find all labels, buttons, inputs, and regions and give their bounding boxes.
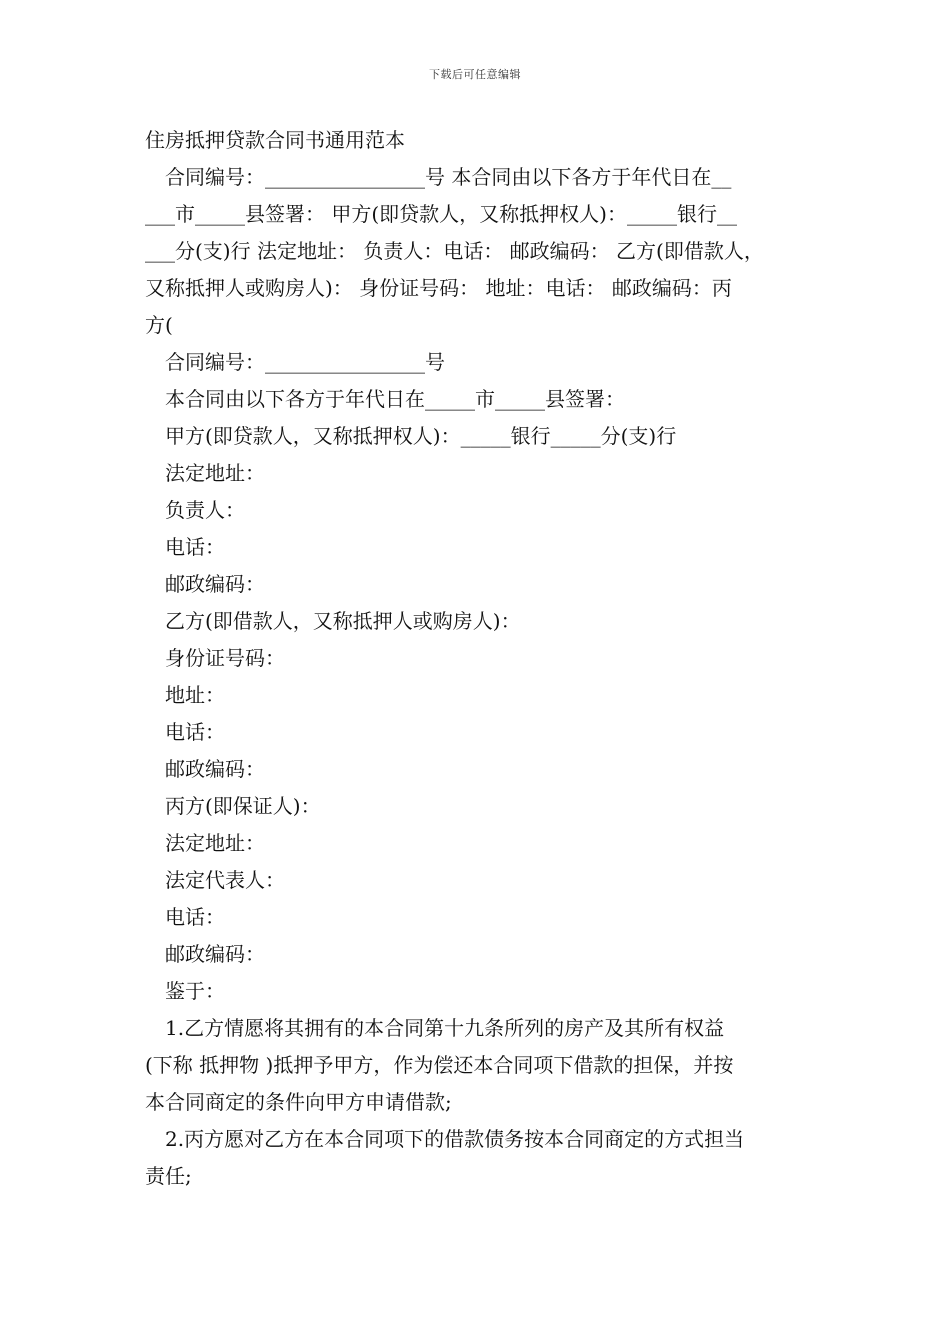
intro-line: 合同编号：________________号 本合同由以下各方于年代日在__: [165, 165, 732, 189]
party-a-address-field: 法定地址：: [165, 461, 265, 485]
contract-number-field: 合同编号：________________号: [165, 350, 445, 374]
party-c-representative-field: 法定代表人：: [165, 868, 285, 892]
party-b-id-field: 身份证号码：: [165, 646, 285, 670]
clause-line: 2.丙方愿对乙方在本合同项下的借款债务按本合同商定的方式担当: [165, 1127, 745, 1151]
whereas-heading: 鉴于：: [165, 979, 225, 1003]
intro-line: 方(: [145, 313, 173, 337]
party-a-postcode-field: 邮政编码：: [165, 572, 265, 596]
party-b-field: 乙方(即借款人，又称抵押人或购房人)：: [165, 609, 521, 633]
party-b-address-field: 地址：: [165, 683, 225, 707]
intro-line: 又称抵押人或购房人)： 身份证号码： 地址：电话： 邮政编码：丙: [145, 276, 732, 300]
clause-line: 1.乙方情愿将其拥有的本合同第十九条所列的房产及其所有权益: [165, 1016, 725, 1040]
intro-line: ___分(支)行 法定地址： 负责人：电话： 邮政编码： 乙方(即借款人，: [145, 239, 764, 263]
document-body: [145, 122, 815, 1195]
party-c-postcode-field: 邮政编码：: [165, 942, 265, 966]
party-c-phone-field: 电话：: [165, 905, 225, 929]
party-a-field: 甲方(即贷款人，又称抵押权人)：_____银行_____分(支)行: [165, 424, 677, 448]
party-a-responsible-field: 负责人：: [165, 498, 245, 522]
document-title: 住房抵押贷款合同书通用范本: [145, 128, 405, 152]
page-header: 下载后可任意编辑: [429, 68, 521, 81]
clause-2: [145, 1121, 815, 1195]
party-a-phone-field: 电话：: [165, 535, 225, 559]
clause-line: (下称 抵押物 )抵押予甲方，作为偿还本合同项下借款的担保，并按: [145, 1053, 734, 1077]
party-c-address-field: 法定地址：: [165, 831, 265, 855]
clause-line: 本合同商定的条件向甲方申请借款;: [145, 1090, 452, 1114]
signing-location-field: 本合同由以下各方于年代日在_____市_____县签署：: [165, 387, 625, 411]
intro-line: ___市_____县签署： 甲方(即贷款人，又称抵押权人)：_____银行__: [145, 202, 737, 226]
party-b-phone-field: 电话：: [165, 720, 225, 744]
party-c-field: 丙方(即保证人)：: [165, 794, 321, 818]
party-b-postcode-field: 邮政编码：: [165, 757, 265, 781]
clause-1: [145, 1010, 815, 1121]
clause-line: 责任;: [145, 1164, 192, 1188]
